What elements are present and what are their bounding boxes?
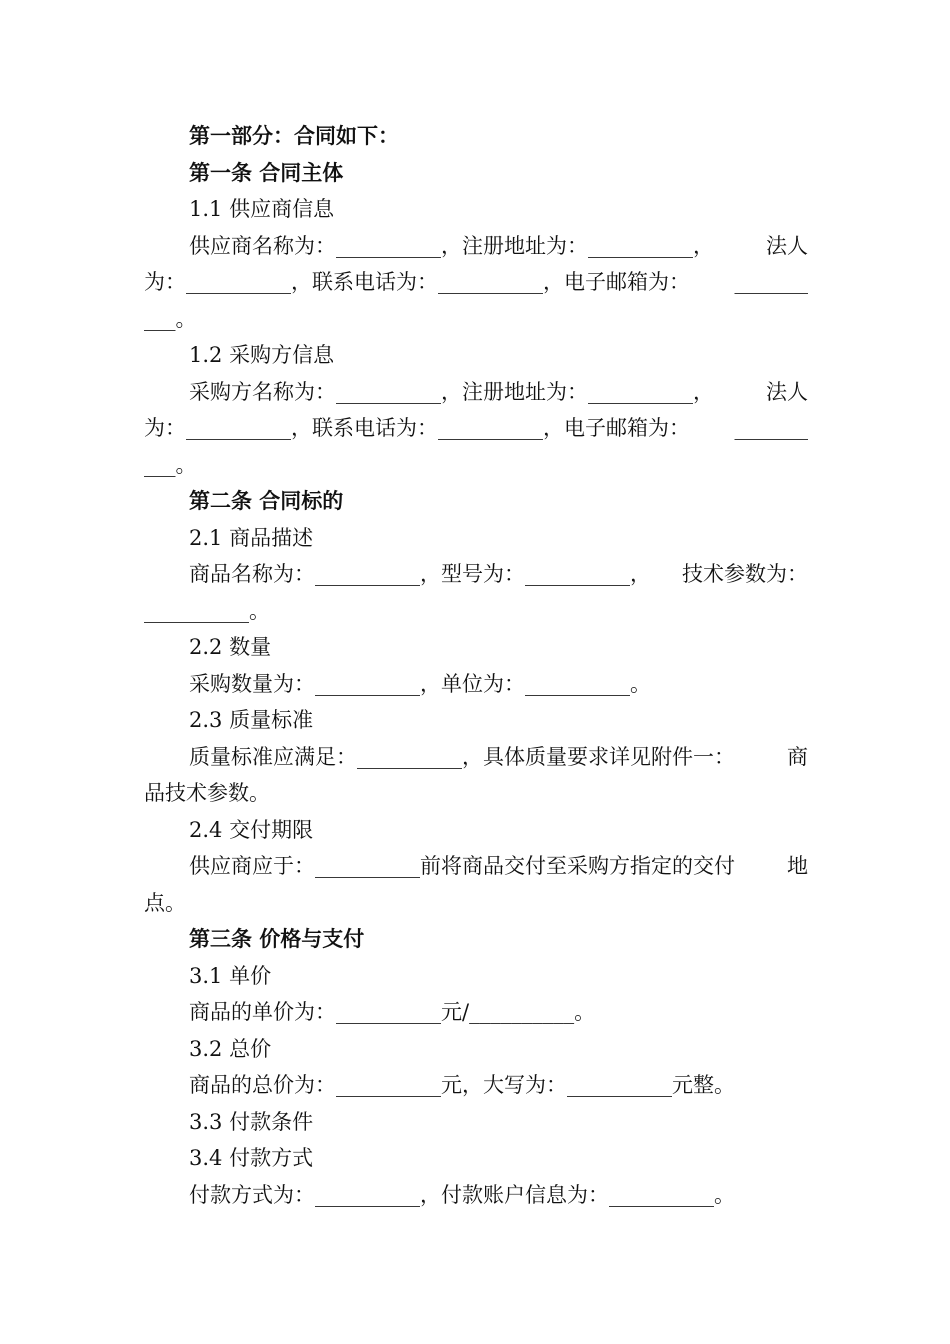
part-title: 第一部分：合同如下： [189,124,399,148]
quality-standard-line-1-main: 质量标准应满足：__________，具体质量要求详见附件一： [189,744,735,769]
payment-method-line: 付款方式为：__________，付款账户信息为：__________。 [189,1182,735,1207]
section-3-4-title: 3.4 付款方式 [189,1146,314,1170]
supplier-info-line-3: ___。 [144,306,197,331]
supplier-info-line-2 [144,264,808,301]
product-description-line-1-end: 技术参数为： [682,562,808,586]
buyer-info-line-2-main: 为：__________，联系电话为：__________，电子邮箱为： [144,416,690,440]
quality-standard-line-1-end: 商 [787,744,808,769]
section-3-2-title: 3.2 总价 [189,1036,272,1061]
section-2-1-title: 2.1 商品描述 [189,525,314,550]
buyer-info-line-3: ___。 [144,452,197,477]
product-description-line-1-main: 商品名称为：__________，型号为：__________， [189,562,651,586]
product-description-line-2: __________。 [144,598,270,623]
article-1-title: 第一条 合同主体 [189,160,344,185]
delivery-deadline-line-2: 点。 [144,890,186,915]
product-description-line-1 [144,556,808,593]
supplier-info-line-2-end: _______ [734,270,808,294]
supplier-info-line-1-main: 供应商名称为：__________，注册地址为：__________， [189,233,714,258]
delivery-deadline-line-1-main: 供应商应于：__________前将商品交付至采购方指定的交付 [189,854,735,878]
quantity-line: 采购数量为：__________，单位为：__________。 [189,671,651,696]
buyer-info-line-1 [144,374,808,411]
unit-price-line: 商品的单价为：__________元/__________。 [189,1000,596,1024]
article-2-title: 第二条 合同标的 [189,489,344,513]
delivery-deadline-line-1 [144,848,808,885]
supplier-info-line-2-main: 为：__________，联系电话为：__________，电子邮箱为： [144,270,690,294]
section-1-2-title: 1.2 采购方信息 [189,343,335,367]
article-3-title: 第三条 价格与支付 [189,927,365,951]
section-3-3-title: 3.3 付款条件 [189,1109,314,1134]
section-1-1-title: 1.1 供应商信息 [189,197,335,221]
supplier-info-line-1 [144,228,808,265]
delivery-deadline-line-1-end: 地 [787,854,808,878]
contract-body [144,118,808,1213]
buyer-info-line-1-main: 采购方名称为：__________，注册地址为：__________， [189,379,714,404]
buyer-info-line-2 [144,410,808,447]
buyer-info-line-1-end: 法人 [766,379,808,404]
quality-standard-line-2: 品技术参数。 [144,781,270,805]
supplier-info-line-1-end: 法人 [766,233,808,258]
total-price-line: 商品的总价为：__________元，大写为：__________元整。 [189,1073,735,1097]
section-2-3-title: 2.3 质量标准 [189,708,314,732]
section-3-1-title: 3.1 单价 [189,963,272,988]
section-2-2-title: 2.2 数量 [189,635,272,659]
section-2-4-title: 2.4 交付期限 [189,817,314,842]
quality-standard-line-1 [144,739,808,776]
buyer-info-line-2-end: _______ [734,416,808,440]
